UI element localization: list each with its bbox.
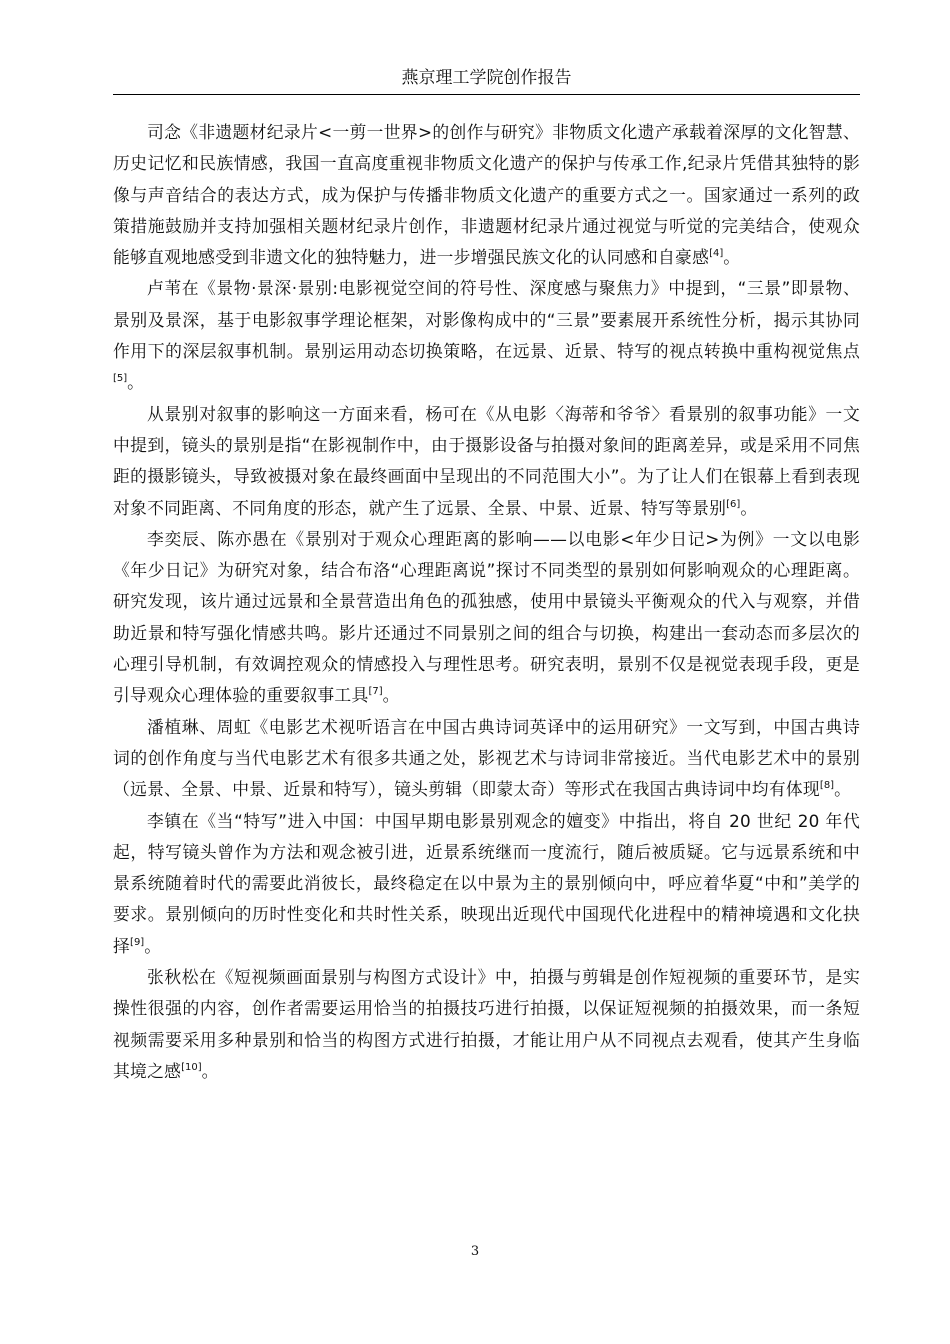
citation-ref: [7] [368,686,383,698]
paragraph [113,962,860,1087]
paragraph-text: 李奕辰、陈亦愚在《景别对于观众心理距离的影响——以电影<年少日记>为例》一文以电影《年少日记》为研究对象，结合布洛“心理距离说”探讨不同类型的景别如何影响观众的心理距离。研究发现，该片通过远景和全景营造出角色的孤独感，使用中景镜头平衡观众的代入与观察，并借助近景和特写强化情感共鸣。影片还通过不同景别之间的组合与切换，构建出一套动态而多层次的心理引导机制，有效调控观众的情感投入与理性思考。研究表明，景别不仅是视觉表现手段，更是引导观众心理体验的重要叙事工具 [113,528,860,706]
paragraph-text: 从景别对叙事的影响这一方面来看，杨可在《从电影〈海蒂和爷爷〉看景别的叙事功能》一文中提到，镜头的景别是指“在影视制作中，由于摄影设备与拍摄对象间的距离差异，或是采用不同焦距的摄影镜头，导致被摄对象在最终画面中呈现出的不同范围大小”。为了让人们在银幕上看到表现对象不同距离、不同角度的形态，就产生了远景、全景、中景、近景、特写等景别 [113,403,860,518]
paragraph-text: 司念《非遗题材纪录片<一剪一世界>的创作与研究》非物质文化遗产承载着深厚的文化智慧、历史记忆和民族情感，我国一直高度重视非物质文化遗产的保护与传承工作,纪录片凭借其独特的影像与声音结合的表达方式，成为保护与传播非物质文化遗产的重要方式之一。国家通过一系列的政策措施鼓励并支持加强相关题材纪录片创作，非遗题材纪录片通过视觉与听觉的完美结合，使观众能够直观地感受到非遗文化的独特魅力，进一步增强民族文化的认同感和自豪感 [113,122,860,268]
paragraph-text: 潘植琳、周虹《电影艺术视听语言在中国古典诗词英译中的运用研究》一文写到，中国古典诗词的创作角度与当代电影艺术有很多共通之处，影视艺术与诗词非常接近。当代电影艺术中的景别（远景、全景、中景、近景和特写），镜头剪辑（即蒙太奇）等形式在我国古典诗词中均有体现 [113,716,860,800]
page-header [113,66,860,95]
body-text [113,117,860,1087]
citation-ref: [5] [113,373,128,385]
paragraph-text: 张秋松在《短视频画面景别与构图方式设计》中，拍摄与剪辑是创作短视频的重要环节，是实操性很强的内容，创作者需要运用恰当的拍摄技巧进行拍摄，以保证短视频的拍摄效果，而一条短视频需要采用多种景别和恰当的构图方式进行拍摄，才能让用户从不同视点去观看，使其产生身临其境之感 [113,967,860,1081]
paragraph-tail: 。 [740,497,758,518]
paragraph-tail: 。 [127,372,145,393]
paragraph-tail: 。 [382,685,400,706]
paragraph-tail: 。 [144,935,162,956]
paragraph [113,806,860,962]
citation-ref: [9] [130,936,145,948]
citation-ref: [6] [726,498,741,510]
paragraph [113,399,860,524]
paragraph-tail: 。 [834,779,852,800]
paragraph [113,524,860,712]
paragraph-tail: 。 [201,1060,219,1081]
paragraph [113,273,860,398]
paragraph-text: 卢苇在《景物·景深·景别:电影视觉空间的符号性、深度感与聚焦力》中提到，“三景”即景物、景别及景深，基于电影叙事学理论框架，对影像构成中的“三景”要素展开系统性分析，揭示其协同作用下的深层叙事机制。景别运用动态切换策略，在远景、近景、特写的视点转换中重构视觉焦点 [113,278,860,362]
paragraph-tail: 。 [723,247,741,268]
citation-ref: [4] [709,248,724,260]
paragraph-text: 李镇在《当“特写”进入中国：中国早期电影景别观念的嬗变》中指出，将自 20 世纪 20 年代起，特写镜头曾作为方法和观念被引进，近景系统继而一度流行，随后被质疑。它与远景系统和中景系统随着时代的需要此消彼长，最终稳定在以中景为主的景别倾向中，呼应着华夏“中和”美学的要求。景别倾向的历时性变化和共时性关系，映现出近现代中国现代化进程中的精神境遇和文化抉择 [113,810,860,956]
citation-ref: [8] [819,780,835,792]
citation-ref: [10] [181,1061,202,1073]
header-title: 燕京理工学院创作报告 [401,68,572,88]
page-number: 3 [470,1244,480,1259]
paragraph [113,712,860,806]
paragraph [113,117,860,273]
